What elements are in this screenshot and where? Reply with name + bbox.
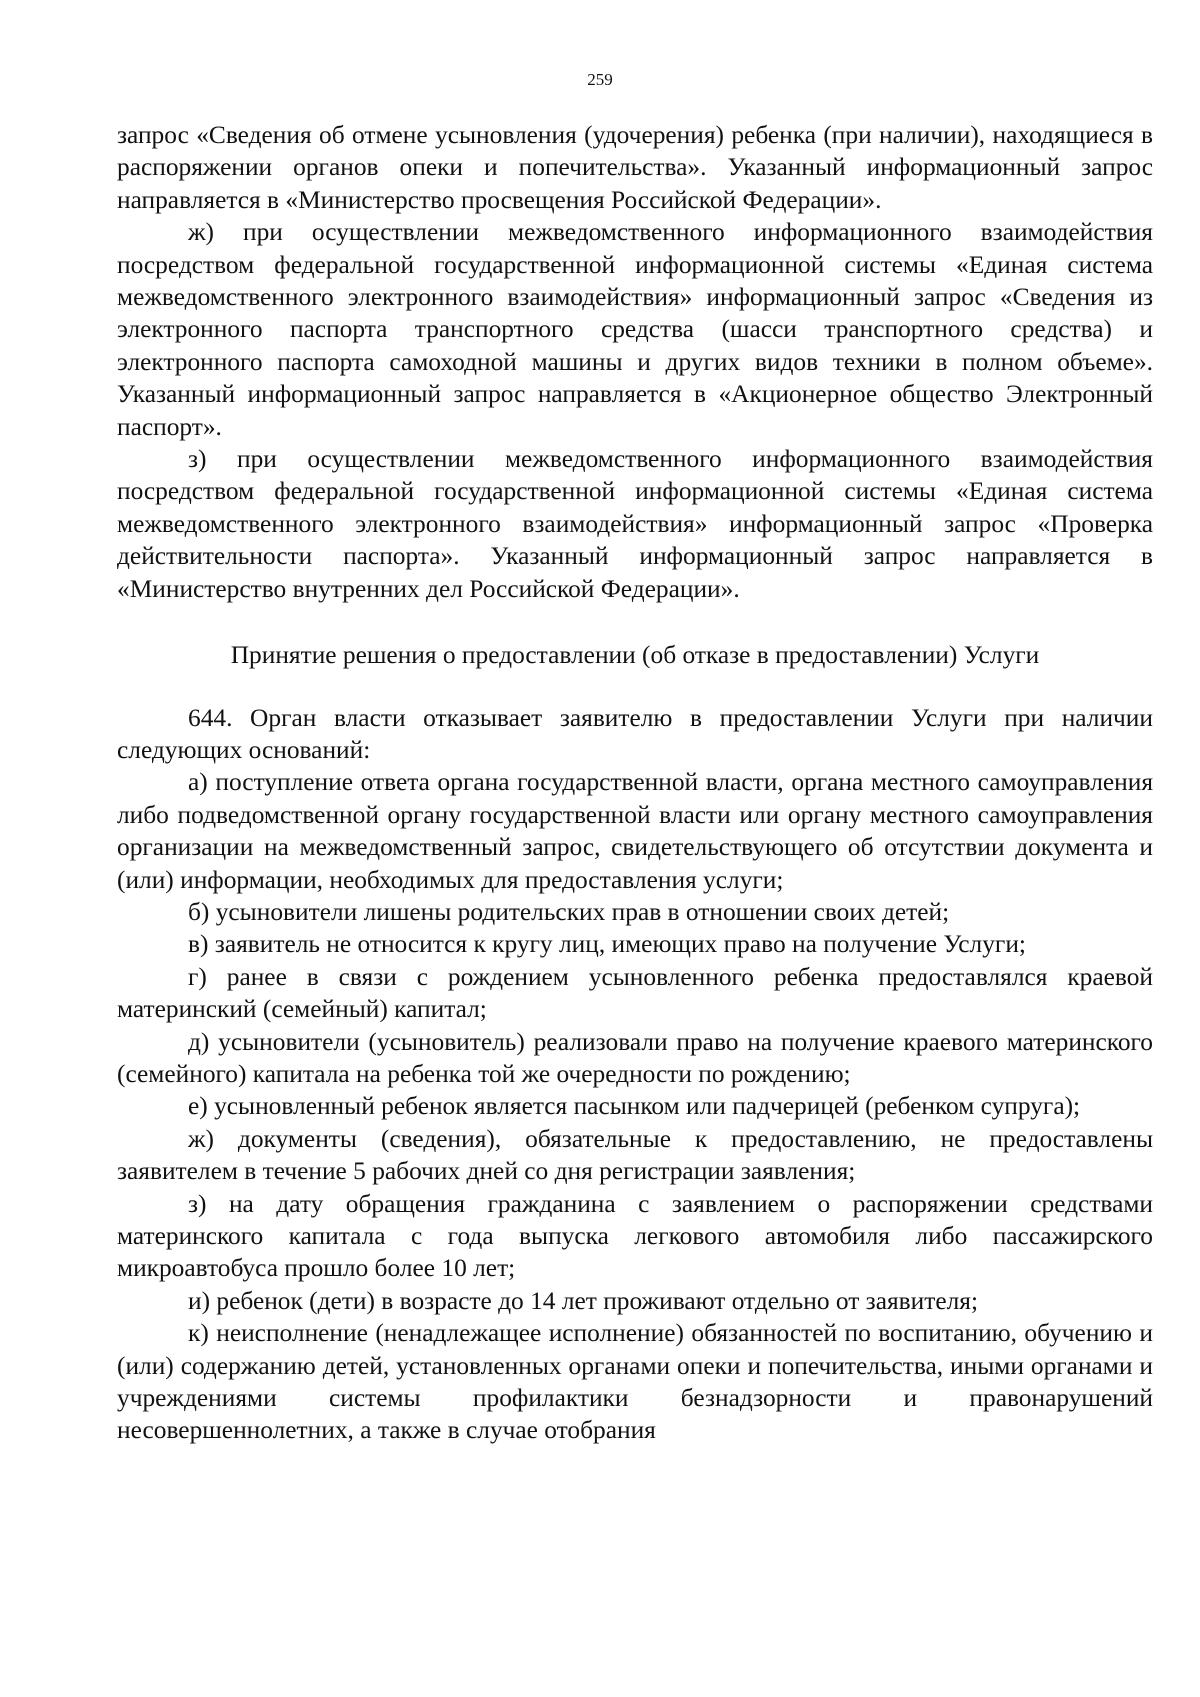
- section-heading: Принятие решения о предоставлении (об отказе в предоставлении) Услуги: [230, 641, 1040, 670]
- paragraph-continuation: запрос «Сведения об отмене усыновления (удочерения) ребенка (при наличии), находящиеся в распоряжении органов опеки и попечительства». Указанный информационный запрос направляется в «Министерство просвещения Российской Федерации».: [117, 121, 1153, 214]
- paragraph-644: 644. Орган власти отказывает заявителю в предоставлении Услуги при наличии следующих оснований:: [117, 703, 1153, 764]
- paragraph-item-z: з) при осуществлении межведомственного информационного взаимодействия посредством федеральной государственной информационной системы «Единая система межведомственного электронного взаимодействия» информационный запрос «Проверка действительности паспорта». Указанный информационный запрос направляется в «Министерство внутренних дел Российской Федерации».: [117, 445, 1153, 603]
- list-item-a: а) поступление ответа органа государственной власти, органа местного самоуправления либо подведомственной органу государственной власти или органу местного самоуправления организации на межведомственный запрос, свидетельствующего об отсутствии документа и (или) информации, необходимых для предоставления услуги;: [117, 768, 1153, 894]
- list-item-e: е) усыновленный ребенок является пасынком или падчерицей (ребенком супруга);: [188, 1092, 1081, 1121]
- page-number: 259: [587, 70, 613, 89]
- document-body: [117, 119, 1153, 1447]
- list-item-v: в) заявитель не относится к кругу лиц, имеющих право на получение Услуги;: [188, 930, 1026, 959]
- list-item-b: б) усыновители лишены родительских прав в отношении своих детей;: [188, 897, 950, 926]
- list-item-i: и) ребенок (дети) в возрасте до 14 лет проживают отдельно от заявителя;: [188, 1286, 979, 1315]
- paragraph-item-zh: ж) при осуществлении межведомственного информационного взаимодействия посредством федеральной государственной информационной системы «Единая система межведомственного электронного взаимодействия» информационный запрос «Сведения из электронного паспорта транспортного средства (шасси транспортного средства) и электронного паспорта самоходной машины и других видов техники в полном объеме». Указанный информационный запрос направляется в «Акционерное общество Электронный паспорт».: [117, 218, 1153, 441]
- list-item-d: д) усыновители (усыновитель) реализовали право на получение краевого материнского (семейного) капитала на ребенка той же очередности по рождению;: [117, 1027, 1153, 1088]
- list-item-g: г) ранее в связи с рождением усыновленного ребенка предоставлялся краевой материнский (семейный) капитал;: [117, 962, 1153, 1024]
- list-item-k: к) неисполнение (ненадлежащее исполнение) обязанностей по воспитанию, обучению и (или) содержанию детей, установленных органами опеки и попечительства, иными органами и учреждениями системы профилактики безнадзорности и правонарушений несовершеннолетних, а также в случае отобрания: [117, 1319, 1153, 1445]
- list-item-z: з) на дату обращения гражданина с заявлением о распоряжении средствами материнского капитала с года выпуска легкового автомобиля либо пассажирского микроавтобуса прошло более 10 лет;: [117, 1189, 1153, 1283]
- list-item-zh: ж) документы (сведения), обязательные к предоставлению, не предоставлены заявителем в течение 5 рабочих дней со дня регистрации заявления;: [117, 1124, 1153, 1186]
